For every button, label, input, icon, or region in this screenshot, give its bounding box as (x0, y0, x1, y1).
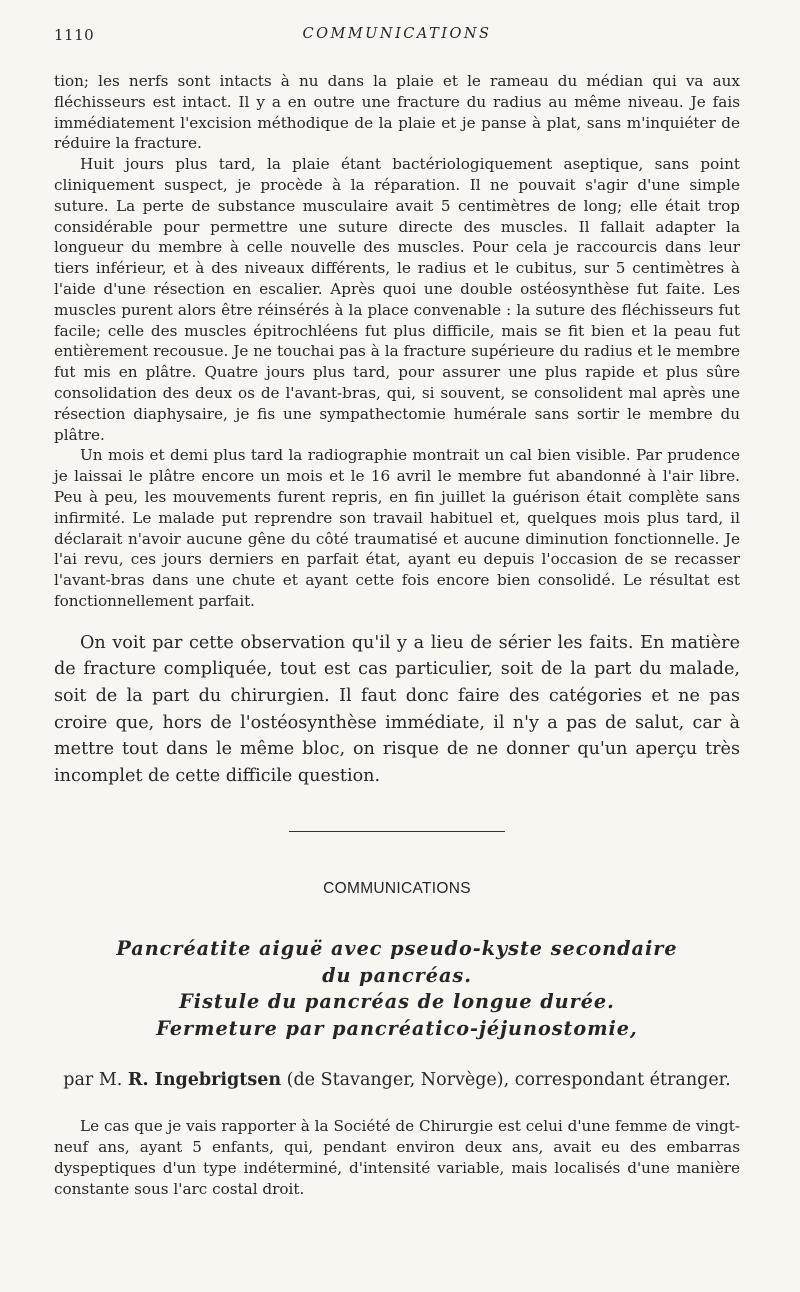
case-paragraph-1: tion; les nerfs sont intacts à nu dans la plaie et le rameau du médian qui va aux fléchisseurs est intact. Il y a en outre une fracture du radius au même niveau. Je fais immédiatement l'excision méthodique de la plaie et je panse à plat, sans m'inquiéter de réduire la fracture. (54, 72, 740, 153)
journal-page (54, 22, 740, 1199)
title-line-1: Pancréatite aiguë avec pseudo-kyste secondaire (116, 937, 678, 961)
page-number: 1110 (54, 26, 95, 44)
case-report-text (54, 71, 740, 612)
section-divider (289, 831, 505, 832)
article-opening-paragraph: Le cas que je vais rapporter à la Société de Chirurgie est celui d'une femme de vingt-neuf ans, ayant 5 enfants, qui, pendant environ deux ans, avait eu des embarras dyspeptiques d'un type indéterminé, d'intensité variable, mais localisés d'une manière constante sous l'arc costal droit. (54, 1117, 740, 1198)
case-paragraph-2: Huit jours plus tard, la plaie étant bactériologiquement aseptique, sans point cliniquement suspect, je procède à la réparation. Il ne pouvait s'agir d'une simple suture. La perte de substance musculaire avait 5 centimètres de long; elle était trop considérable pour permettre une suture directe des muscles. Il fallait adapter la longueur du membre à celle nouvelle des muscles. Pour cela je raccourcis dans leur tiers inférieur, et à des niveaux différents, le radius et le cubitus, sur 5 centimètres à l'aide d'une résection en escalier. Après quoi une double ostéosynthèse fut faite. Les muscles purent alors être réinsérés à la place convenable : la suture des fléchisseurs fut facile; celle des muscles épitrochléens fut plus difficile, mais se fit bien et la peau fut entièrement recousue. Je ne touchai pas à la fracture supérieure du radius et le membre fut mis en plâtre. Quatre jours plus tard, pour assurer une plus rapide et plus sûre consolidation des deux os de l'avant-bras, qui, si souvent, se consolident mal après une résection diaphysaire, je fis une sympathectomie humérale sans sortir le membre du plâtre. (54, 155, 740, 444)
title-line-2: du pancréas. (322, 963, 472, 987)
author-affiliation: (de Stavanger, Norvège), correspondant étranger. (286, 1070, 731, 1091)
article-body (54, 1116, 740, 1199)
page-header (54, 22, 740, 48)
conclusion-text (54, 630, 740, 790)
running-head: COMMUNICATIONS (302, 26, 492, 42)
case-paragraph-3: Un mois et demi plus tard la radiographie montrait un cal bien visible. Par prudence je laissai le plâtre encore un mois et le 16 avril le membre fut abandonné à l'air libre. Peu à peu, les mouvements furent repris, en fin juillet la guérison était complète sans infirmité. Le malade put reprendre son travail habituel et, quelques mois plus tard, il déclarait n'avoir aucune gêne du côté traumatisé et aucune diminution fonctionnelle. Je l'ai revu, ces jours derniers en parfait état, ayant eu depuis l'occasion de se recasser l'avant-bras dans une chute et ayant cette fois encore bien consolidé. Le résultat est fonctionnellement parfait. (54, 446, 740, 610)
author-prefix: par M. (63, 1070, 123, 1091)
conclusion-paragraph: On voit par cette observation qu'il y a lieu de sérier les faits. En matière de fracture compliquée, tout est cas particulier, soit de la part du malade, soit de la part du chirurgien. Il faut donc faire des catégories et ne pas croire que, hors de l'ostéosynthèse immédiate, il n'y a pas de salut, car à mettre tout dans le même bloc, on risque de ne donner qu'un aperçu très incomplet de cette difficile question. (54, 632, 740, 786)
article-title (54, 936, 740, 1042)
title-line-3: Fistule du pancréas de longue durée. (179, 990, 615, 1014)
author-name: R. Ingebrigtsen (127, 1070, 282, 1091)
section-heading: COMMUNICATIONS (323, 880, 471, 898)
author-line (54, 1068, 740, 1092)
title-line-4: Fermeture par pancréatico-jéjunostomie, (156, 1016, 638, 1040)
